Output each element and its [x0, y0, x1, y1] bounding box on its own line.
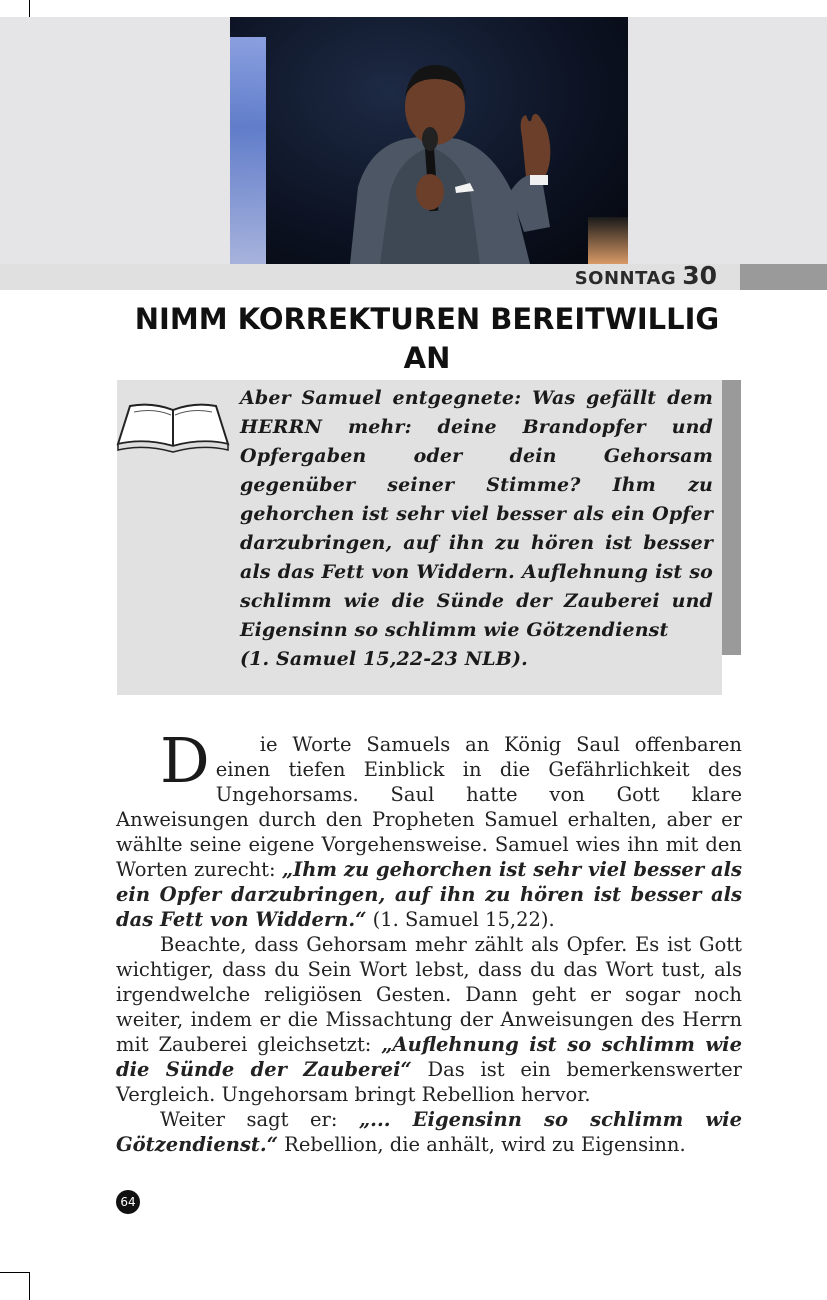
p2-text-a: Beachte, dass Gehorsam mehr zählt als Opfer. Es ist Gott wichtiger, dass du Sein Wort lebst, dass du das Wort tust, als irgendwelche religiösen Gesten. Dann geht er sogar noch weiter, indem er die Missachtung der Anweisungen des Herrn mit Zauberei gleichsetzt:	[116, 933, 742, 1056]
p3-text-b: Rebellion, die anhält, wird zu Eigensinn.	[277, 1133, 686, 1156]
day-bar-accent	[740, 264, 827, 290]
drop-cap: D	[160, 724, 210, 797]
page-title	[120, 300, 734, 378]
p2-quote: „Auflehnung ist so schlimm wie die Sünde der Zauberei“	[116, 1033, 742, 1081]
devotional-body	[116, 724, 743, 1157]
speaker-figure	[230, 17, 628, 264]
paragraph-1	[116, 724, 742, 932]
day-number: 30	[682, 261, 717, 290]
p1-text-a: ie Worte Samuels an König Saul offenbaren einen tiefen Einblick in die Gefährlichkeit des Ungehorsams. Saul hatte von Gott klare Anweisungen durch den Propheten Samuel erhalten, aber er wählte seine eigene Vorgehensweise. Samuel wies ihn mit den Worten zurecht:	[116, 733, 742, 881]
crop-mark-bottom-v	[29, 1272, 30, 1300]
title-line-2: AN	[403, 341, 451, 375]
day-word: SONNTAG	[574, 268, 677, 289]
scripture-quote	[240, 384, 713, 674]
speaker-photo	[230, 17, 628, 264]
scripture-box-side-bar	[722, 380, 741, 655]
paragraph-2	[116, 932, 742, 1107]
p3-text-a: Weiter sagt er:	[160, 1108, 359, 1131]
p1-text-b: (1. Samuel 15,22).	[366, 908, 555, 931]
open-bible-icon	[116, 400, 230, 454]
page-number: 64	[116, 1190, 140, 1214]
title-line-1: NIMM KORREKTUREN BEREITWILLIG	[134, 302, 720, 336]
p2-text-b: Das ist ein bemerkenswerter Vergleich. Ungehorsam bringt Rebellion hervor.	[116, 1058, 742, 1106]
day-label	[575, 262, 717, 290]
crop-mark-bottom-h	[0, 1272, 29, 1273]
p3-quote: „... Eigensinn so schlimm wie Götzendienst.“	[116, 1108, 743, 1156]
p1-quote: „Ihm zu gehorchen ist sehr viel besser als ein Opfer darzubringen, auf ihn zu hören ist besser als das Fett von Widdern.“	[116, 858, 742, 931]
scripture-reference: (1. Samuel 15,22-23 NLB).	[240, 648, 528, 670]
paragraph-3	[116, 1107, 742, 1157]
scripture-text: Aber Samuel entgegnete: Was gefällt dem HERRN mehr: deine Brandopfer und Opfergaben oder dein Gehorsam gegenüber seiner Stimme? Ihm zu gehorchen ist sehr viel besser als ein Opfer darzubringen, auf ihn zu hören ist besser als das Fett von Widdern. Auflehnung ist so schlimm wie die Sünde der Zauberei und Eigensinn so schlimm wie Götzendienst	[240, 387, 713, 641]
